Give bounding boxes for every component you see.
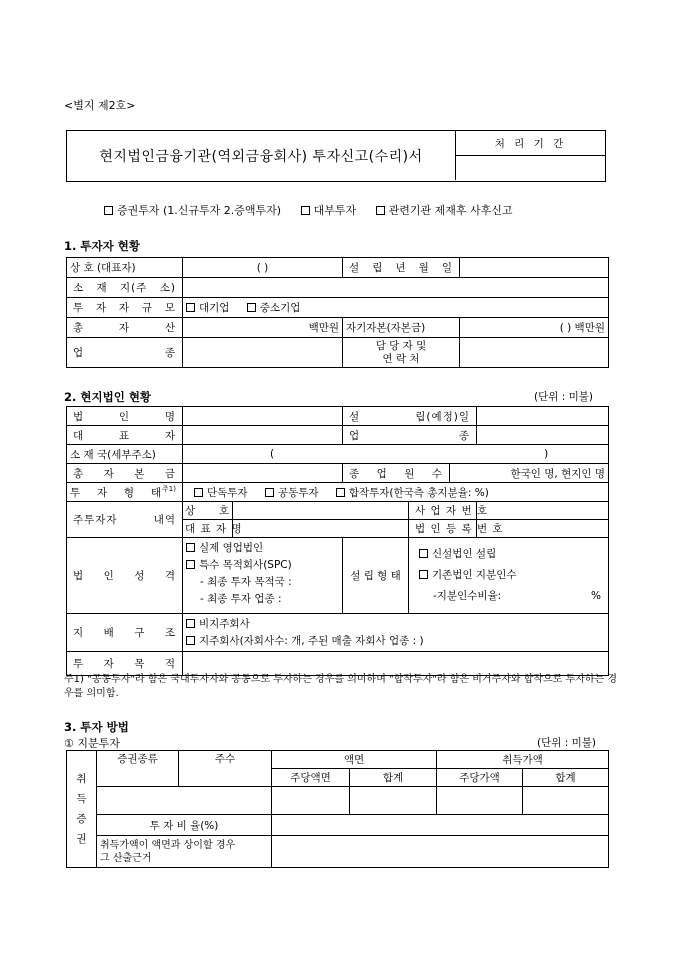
checkbox-icon[interactable] [419, 570, 428, 579]
local-corp-table [66, 406, 609, 676]
capital-label: 총 자 본 금 [67, 464, 183, 483]
equity-row-value[interactable] [97, 787, 272, 815]
address-label: 소 재 지(주 소) [67, 278, 183, 298]
rep-value[interactable] [183, 426, 343, 445]
checkbox-icon[interactable] [186, 543, 195, 552]
contact-value[interactable] [460, 338, 609, 368]
checkbox-icon[interactable] [186, 560, 195, 569]
form-number: <별지 제2호> [64, 99, 136, 112]
option-loan[interactable]: 대부투자 [301, 204, 357, 217]
name-label: 상 호 (대표자) [67, 258, 183, 278]
name-value[interactable]: ( ) [183, 258, 343, 278]
face-per-share-value[interactable] [272, 787, 350, 815]
acq-per-share-value[interactable] [437, 787, 523, 815]
section3-unit: (단위 : 미불) [537, 737, 596, 749]
equity-label: 자기자본(자본금) [343, 318, 460, 338]
mi-name-value[interactable] [233, 502, 409, 520]
industry-label: 업 종 [67, 338, 183, 368]
mi-name-label: 상 호 [183, 502, 233, 520]
equity-table [66, 750, 609, 868]
report-type-options [104, 202, 512, 218]
est-form-label: 설 립 형 태 [343, 538, 409, 614]
face-per-share-header: 주당액면 [272, 769, 350, 787]
industry-value[interactable] [183, 338, 343, 368]
form-title: 현지법인금융기관(역외금융회사) 투자신고(수리)서 [99, 148, 423, 165]
checkbox-icon[interactable] [186, 636, 195, 645]
mi-rep-value[interactable] [233, 520, 409, 538]
face-total-header: 합계 [350, 769, 437, 787]
scale-label: 투 자 자 규 모 [67, 298, 183, 318]
corp-industry-label: 업 종 [343, 426, 477, 445]
purpose-label: 투 자 목 적 [67, 652, 183, 676]
basis-value[interactable] [272, 836, 609, 868]
est-date-label: 설 립 년 월 일 [343, 258, 460, 278]
checkbox-icon[interactable] [186, 619, 195, 628]
governance-label: 지 배 구 조 [67, 614, 183, 652]
corp-est-value[interactable] [477, 407, 609, 426]
address-value[interactable] [183, 278, 609, 298]
contact-label: 담 당 자 및 연 락 처 [343, 338, 460, 368]
corp-address-value[interactable]: ( ) [183, 445, 609, 464]
processing-period-box [455, 131, 605, 180]
corp-est-label: 설 립(예정)일 [343, 407, 477, 426]
nature-options: 실제 영업법인 특수 목적회사(SPC) - 최종 투자 목적국 : - 최종 투자 업종 : [183, 538, 343, 614]
ratio-label: 투 자 비 율(%) [97, 815, 272, 836]
inv-type-label: 투 자 형 태$^{주1)}$ [67, 483, 183, 502]
main-investor-label: 주투자자 내역 [67, 502, 183, 538]
section1-heading: 1. 투자자 현황 [64, 239, 140, 253]
checkbox-icon[interactable] [186, 303, 195, 312]
acquired-securities-label: 취득증권 [67, 751, 97, 868]
acq-per-share-header: 주당가액 [437, 769, 523, 787]
corp-industry-value[interactable] [477, 426, 609, 445]
checkbox-icon[interactable] [301, 206, 310, 215]
face-total-value[interactable] [350, 787, 437, 815]
checkbox-icon[interactable] [104, 206, 113, 215]
processing-period-label: 처 리 기 간 [456, 131, 605, 156]
checkbox-icon[interactable] [336, 488, 345, 497]
section2-unit: (단위 : 미불) [534, 391, 593, 403]
checkbox-icon[interactable] [194, 488, 203, 497]
assets-label: 총 자 산 [67, 318, 183, 338]
checkbox-icon[interactable] [419, 549, 428, 558]
option-securities[interactable]: 증권투자 (1.신규투자 2.증액투자) [104, 204, 281, 217]
mi-bizno-value[interactable] [477, 502, 609, 520]
equity-investment-sub: ① 지분투자 [64, 737, 120, 750]
title-box [66, 130, 606, 182]
acq-total-header: 합계 [523, 769, 609, 787]
checkbox-icon[interactable] [376, 206, 385, 215]
footnote: 주1) "공동투자"라 함은 국내투자자와 공동으로 투자하는 경우를 의미하며 "합작투자"라 함은 비거주자와 합작으로 투자하는 경우를 의미함. [64, 674, 617, 699]
scale-options: 대기업 중소기업 [183, 298, 609, 318]
employees-value[interactable]: 한국인 명, 현지인 명 [450, 464, 609, 483]
acquired-header: 취득가액 [437, 751, 609, 769]
inv-type-options: 단독투자 공동투자 합작투자(한국측 총지분율: %) [183, 483, 609, 502]
basis-label: 취득가액이 액면과 상이할 경우 그 산출근거 [97, 836, 272, 868]
corp-address-label: 소 재 국(세부주소) [67, 445, 183, 464]
governance-options: 비지주회사 지주회사(자회사수: 개, 주된 매출 자회사 업종 : ) [183, 614, 609, 652]
mi-rep-label: 대 표 자 명 [183, 520, 233, 538]
shares-header: 주수 [179, 751, 272, 787]
rep-label: 대 표 자 [67, 426, 183, 445]
section2-heading: 2. 현지법인 현황 [64, 390, 152, 404]
mi-bizno-label: 사 업 자 번 호 [409, 502, 477, 520]
corp-name-label: 법 인 명 [67, 407, 183, 426]
face-header: 액면 [272, 751, 437, 769]
equity-value[interactable]: ( ) 백만원 [460, 318, 609, 338]
employees-label: 종 업 원 수 [343, 464, 450, 483]
est-form-options: 신설법인 설립 기존법인 지분인수 -지분인수비율: % [409, 538, 609, 614]
checkbox-icon[interactable] [247, 303, 256, 312]
sec-type-header: 증권종류 [97, 751, 179, 787]
ratio-value[interactable] [272, 815, 609, 836]
checkbox-icon[interactable] [265, 488, 274, 497]
section3-heading: 3. 투자 방법 [64, 720, 129, 734]
purpose-value[interactable] [183, 652, 609, 676]
assets-value[interactable]: 백만원 [183, 318, 343, 338]
mi-corpno-label: 법 인 등 록 번 호 [409, 520, 477, 538]
est-date-value[interactable] [460, 258, 609, 278]
capital-value[interactable] [183, 464, 343, 483]
investor-table [66, 257, 609, 368]
corp-name-value[interactable] [183, 407, 343, 426]
acq-total-value[interactable] [523, 787, 609, 815]
nature-label: 법 인 성 격 [67, 538, 183, 614]
option-post-report[interactable]: 관련기관 제재후 사후신고 [376, 204, 513, 217]
